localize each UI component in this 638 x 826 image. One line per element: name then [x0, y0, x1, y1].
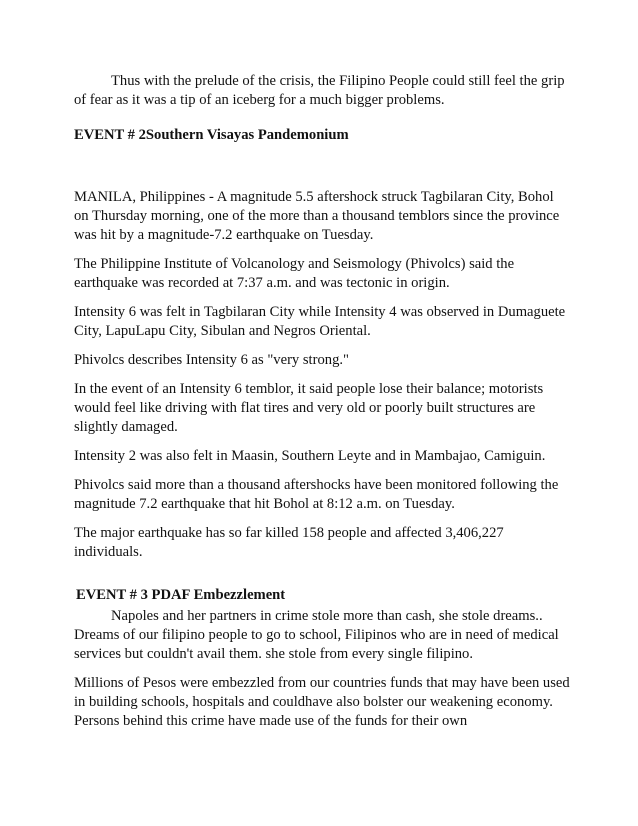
intro-paragraph: Thus with the prelude of the crisis, the Filipino People could still feel the grip of fear as it was a tip of an iceberg for a much bigger problems.	[74, 73, 565, 108]
event-3-paragraph-1: Napoles and her partners in crime stole more than cash, she stole dreams.. Dreams of our filipino people to go to school, Filipinos who are in need of medical services but couldn't avail them. she stole from every single filipino.	[74, 608, 559, 662]
event-2-paragraph-1: MANILA, Philippines - A magnitude 5.5 aftershock struck Tagbilaran City, Bohol on Thursday morning, one of the more than a thousand temblors since the province was hit by a magnitude-7.2 earthquake on Tuesday.	[74, 189, 560, 243]
event-2-paragraph-8: The major earthquake has so far killed 158 people and affected 3,406,227 individuals.	[74, 525, 504, 560]
event-3-paragraph-2: Millions of Pesos were embezzled from our countries funds that may have been used in building schools, hospitals and couldhave also bolster our weakening economy. Persons behind this crime have made use of the funds for their own	[74, 675, 570, 729]
document-page	[74, 72, 570, 741]
event-2-paragraph-6: Intensity 2 was also felt in Maasin, Southern Leyte and in Mambajao, Camiguin.	[74, 448, 546, 464]
event-2-paragraph-7: Phivolcs said more than a thousand aftershocks have been monitored following the magnitude 7.2 earthquake that hit Bohol at 8:12 a.m. on Tuesday.	[74, 477, 559, 512]
event-2-paragraph-3: Intensity 6 was felt in Tagbilaran City while Intensity 4 was observed in Dumaguete City, LapuLapu City, Sibulan and Negros Oriental.	[74, 304, 566, 339]
event-2-paragraph-2: The Philippine Institute of Volcanology and Seismology (Phivolcs) said the earthquake was recorded at 7:37 a.m. and was tectonic in origin.	[74, 256, 515, 291]
event-2-paragraph-4: Phivolcs describes Intensity 6 as "very strong."	[74, 352, 349, 368]
event-2-paragraph-5: In the event of an Intensity 6 temblor, it said people lose their balance; motorists would feel like driving with flat tires and very old or poorly built structures are slightly damaged.	[74, 381, 544, 435]
event-3-heading: EVENT # 3 PDAF Embezzlement	[76, 587, 286, 603]
event-2-heading: EVENT # 2Southern Visayas Pandemonium	[74, 127, 349, 143]
